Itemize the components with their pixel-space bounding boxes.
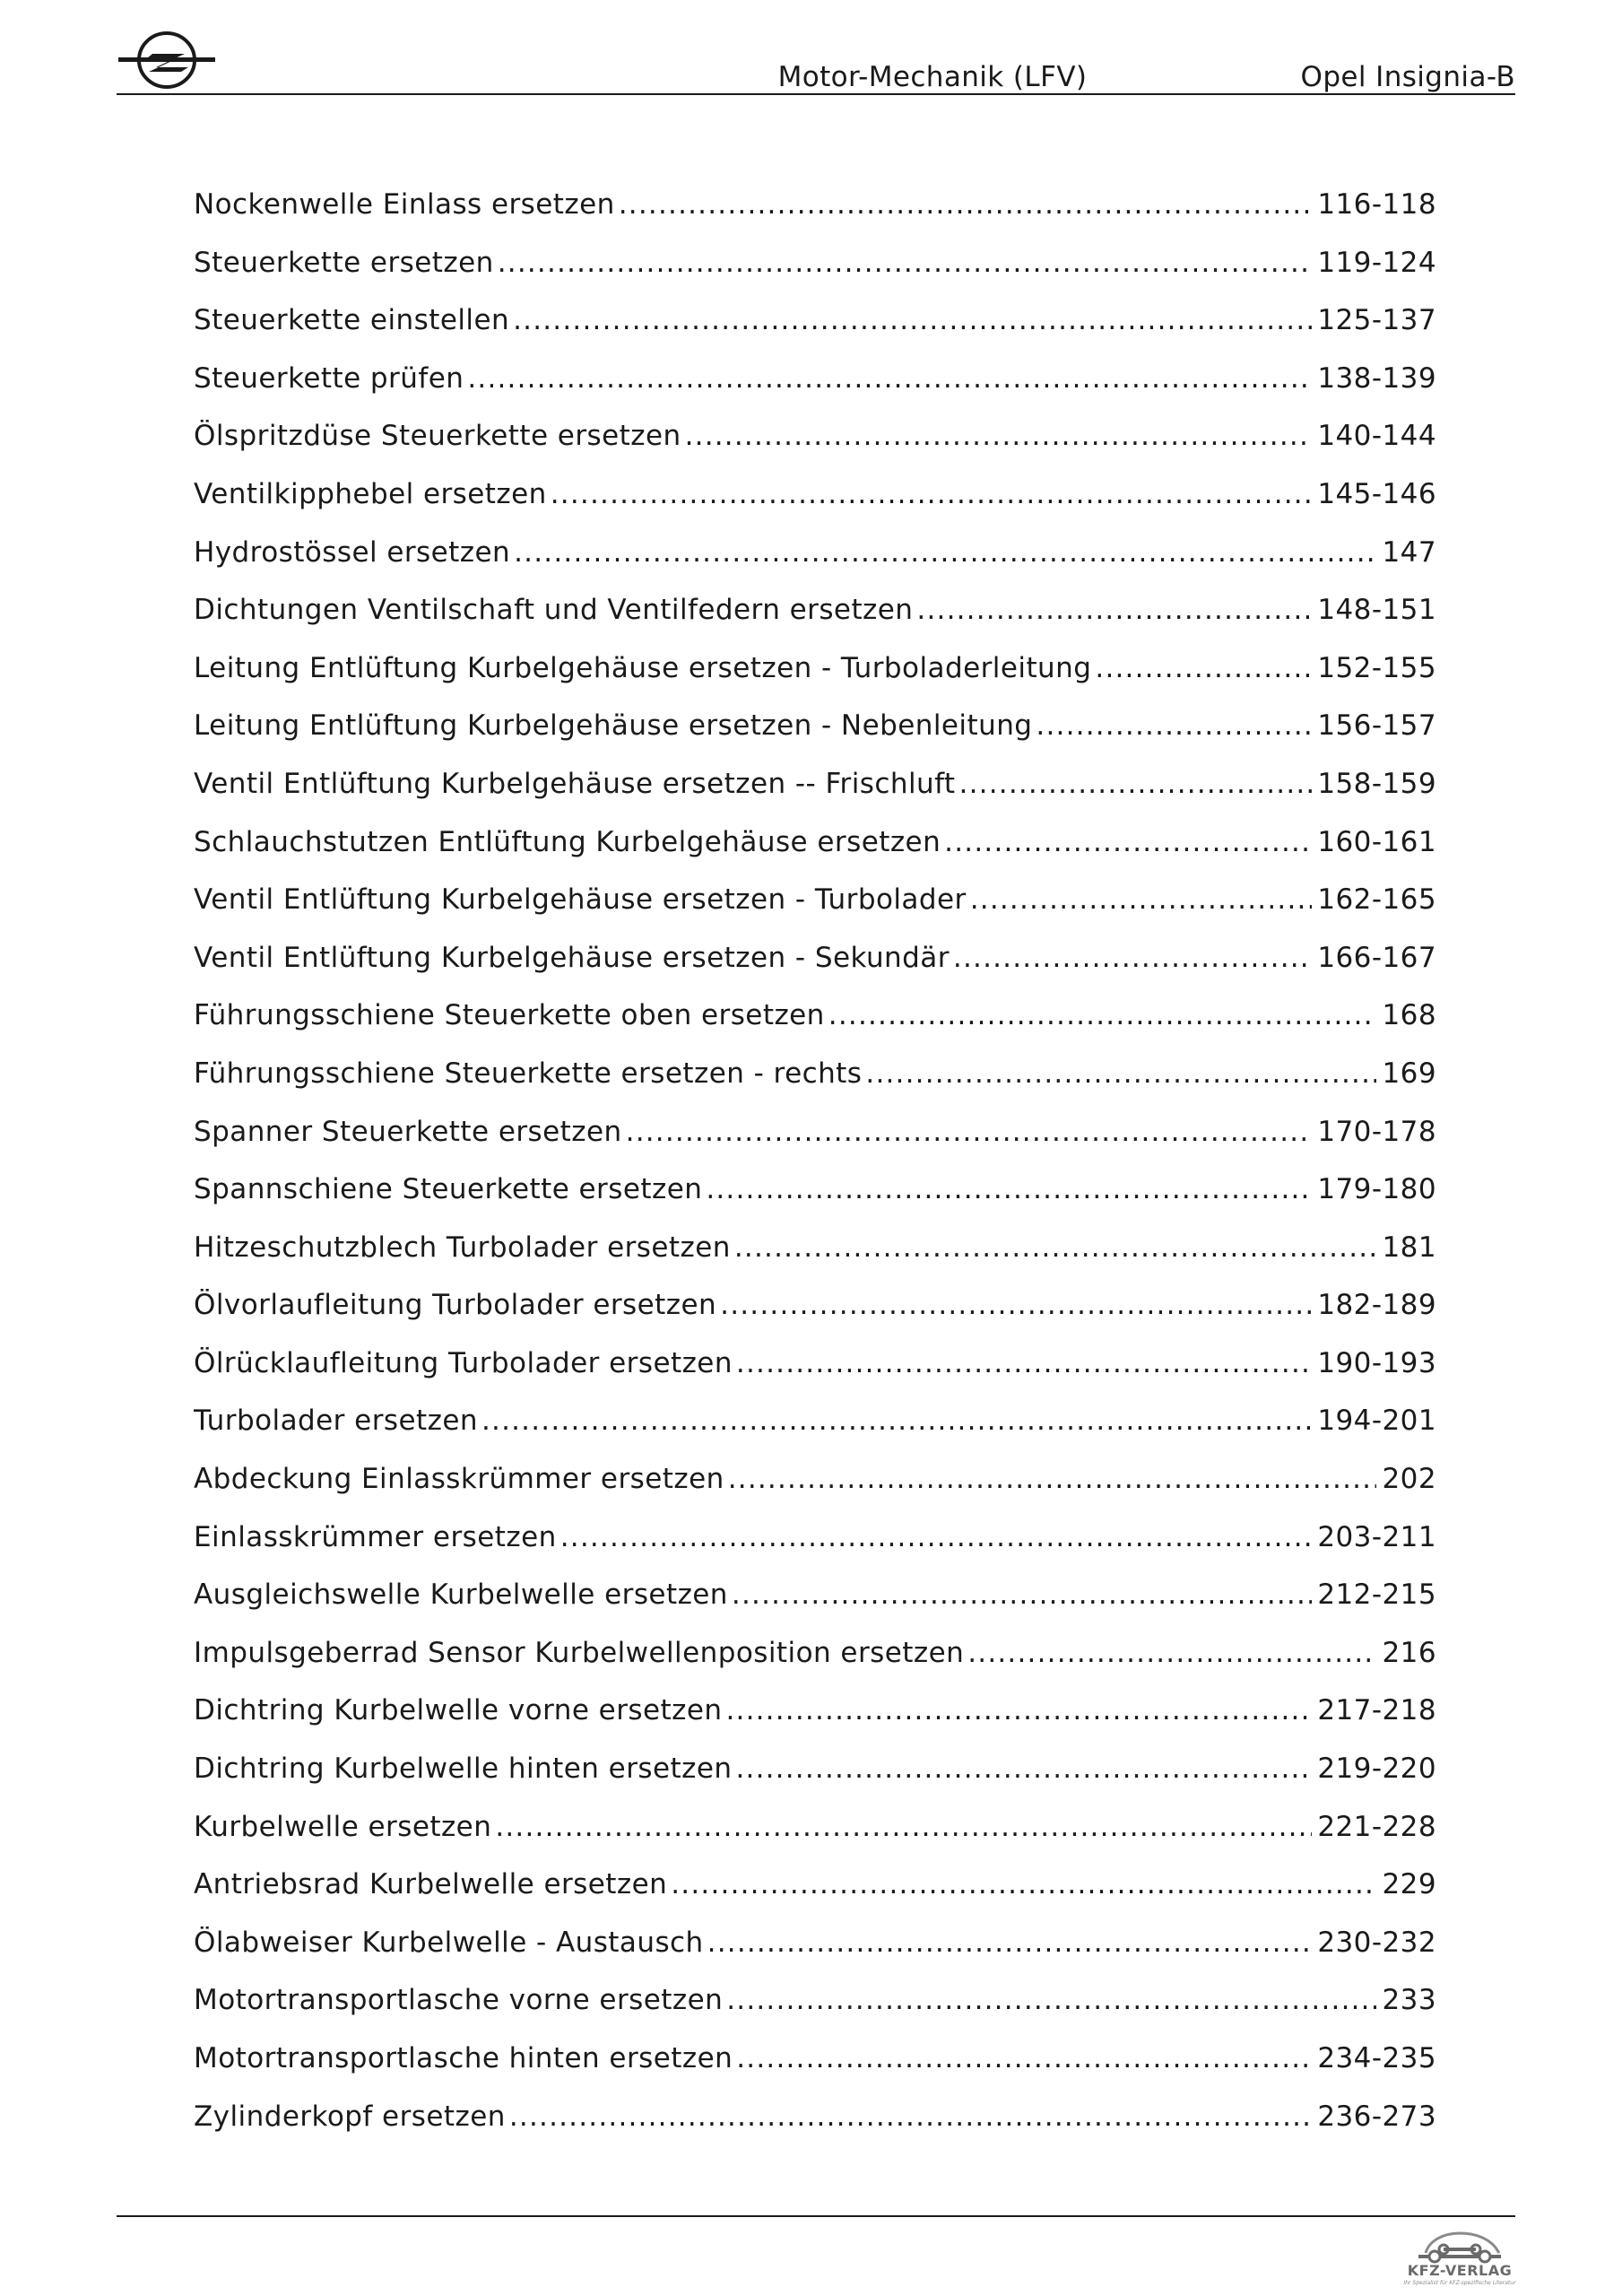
toc-entry-pages: 203-211 — [1317, 1520, 1436, 1553]
toc-entry — [194, 188, 1436, 247]
toc-entry — [194, 1811, 1436, 1869]
toc-entry — [194, 1521, 1436, 1579]
toc-entry — [194, 2100, 1436, 2159]
footer-logo-text: KFZ-VERLAG — [1407, 2262, 1513, 2279]
table-of-contents — [194, 188, 1436, 2158]
toc-entry — [194, 1752, 1436, 1811]
toc-entry — [194, 1984, 1436, 2042]
toc-entry-title: Ölvorlaufleitung Turbolader ersetzen — [194, 1289, 720, 1321]
toc-dot-leader — [828, 999, 1377, 1031]
toc-entry-pages: 221-228 — [1317, 1810, 1436, 1843]
toc-dot-leader — [720, 1289, 1312, 1321]
toc-entry — [194, 883, 1436, 942]
toc-entry — [194, 594, 1436, 652]
toc-entry-title: Leitung Entlüftung Kurbelgehäuse ersetzen - Nebenleitung — [194, 709, 1036, 742]
toc-entry — [194, 2042, 1436, 2100]
toc-entry-title: Dichtring Kurbelwelle vorne ersetzen — [194, 1694, 725, 1726]
toc-entry-title: Kurbelwelle ersetzen — [194, 1811, 495, 1843]
toc-entry-title: Impulsgeberrad Sensor Kurbelwellenposition ersetzen — [194, 1637, 967, 1669]
toc-dot-leader — [467, 362, 1312, 395]
kfz-verlag-logo — [1399, 2222, 1521, 2291]
toc-entry — [194, 1289, 1436, 1347]
page-header — [117, 27, 1515, 95]
toc-entry-title: Schlauchstutzen Entlüftung Kurbelgehäuse ersetzen — [194, 826, 944, 858]
toc-entry-title: Hitzeschutzblech Turbolader ersetzen — [194, 1231, 734, 1264]
toc-entry — [194, 304, 1436, 362]
toc-entry-pages: 138-139 — [1317, 361, 1436, 395]
toc-entry-pages: 160-161 — [1317, 825, 1436, 858]
toc-dot-leader — [551, 478, 1313, 510]
toc-entry — [194, 1694, 1436, 1752]
toc-entry — [194, 768, 1436, 826]
toc-dot-leader — [736, 1347, 1312, 1379]
toc-entry — [194, 1637, 1436, 1695]
toc-entry-title: Leitung Entlüftung Kurbelgehäuse ersetzen - Turboladerleitung — [194, 652, 1095, 684]
toc-dot-leader — [944, 826, 1312, 858]
toc-entry-title: Ölspritzdüse Steuerkette ersetzen — [194, 420, 685, 452]
toc-entry-title: Nockenwelle Einlass ersetzen — [194, 188, 619, 221]
toc-entry-pages: 194-201 — [1317, 1405, 1436, 1438]
toc-entry-title: Motortransportlasche vorne ersetzen — [194, 1984, 726, 2016]
toc-entry-pages: 162-165 — [1317, 883, 1436, 917]
toc-entry — [194, 1057, 1436, 1116]
toc-dot-leader — [953, 942, 1312, 974]
toc-entry-pages: 170-178 — [1317, 1115, 1436, 1148]
toc-entry-title: Steuerkette einstellen — [194, 304, 513, 336]
toc-dot-leader — [725, 1694, 1312, 1726]
toc-entry — [194, 652, 1436, 710]
toc-entry-pages: 217-218 — [1317, 1694, 1436, 1727]
header-title: Motor-Mechanik (LFV) — [777, 61, 1088, 93]
toc-dot-leader — [735, 1752, 1312, 1785]
toc-entry-title: Dichtring Kurbelwelle hinten ersetzen — [194, 1752, 735, 1785]
toc-entry-pages: 156-157 — [1317, 709, 1436, 743]
header-divider — [117, 93, 1515, 95]
toc-entry-pages: 140-144 — [1317, 420, 1436, 453]
toc-entry — [194, 1578, 1436, 1637]
toc-entry-title: Einlasskrümmer ersetzen — [194, 1521, 560, 1553]
toc-entry-pages: 202 — [1382, 1463, 1436, 1496]
toc-entry-pages: 229 — [1382, 1868, 1436, 1901]
toc-dot-leader — [734, 1231, 1377, 1264]
toc-entry-pages: 158-159 — [1317, 767, 1436, 800]
toc-entry-title: Motortransportlasche hinten ersetzen — [194, 2042, 736, 2074]
toc-entry-title: Dichtungen Ventilschaft und Ventilfedern ersetzen — [194, 594, 916, 626]
toc-dot-leader — [732, 1578, 1312, 1611]
toc-entry-pages: 145-146 — [1317, 477, 1436, 510]
toc-dot-leader — [1095, 652, 1312, 684]
toc-dot-leader — [685, 420, 1313, 452]
toc-entry — [194, 999, 1436, 1057]
toc-dot-leader — [495, 1811, 1312, 1843]
toc-dot-leader — [498, 247, 1313, 279]
toc-entry — [194, 1868, 1436, 1926]
toc-entry-title: Ventil Entlüftung Kurbelgehäuse ersetzen - Turbolader — [194, 883, 970, 916]
toc-dot-leader — [707, 1926, 1313, 1959]
toc-entry-pages: 182-189 — [1317, 1289, 1436, 1322]
toc-entry-title: Führungsschiene Steuerkette ersetzen - rechts — [194, 1057, 865, 1090]
car-wrench-icon — [1399, 2222, 1521, 2264]
toc-dot-leader — [967, 1637, 1376, 1669]
footer-logo-subtext: Ihr Spezialist für KFZ-spezifische Literatur — [1403, 2280, 1516, 2286]
toc-dot-leader — [736, 2042, 1312, 2074]
footer-divider — [117, 2215, 1515, 2217]
toc-dot-leader — [626, 1116, 1313, 1148]
toc-entry-pages: 181 — [1382, 1231, 1436, 1264]
toc-entry — [194, 420, 1436, 478]
toc-entry-title: Führungsschiene Steuerkette oben ersetzen — [194, 999, 828, 1031]
toc-entry-title: Steuerkette prüfen — [194, 362, 467, 395]
toc-entry — [194, 1463, 1436, 1521]
toc-entry-pages: 233 — [1382, 1984, 1436, 2017]
toc-entry-title: Spannschiene Steuerkette ersetzen — [194, 1173, 706, 1205]
toc-entry-pages: 169 — [1382, 1057, 1436, 1090]
toc-dot-leader — [726, 1984, 1376, 2016]
toc-entry-title: Ventil Entlüftung Kurbelgehäuse ersetzen - Sekundär — [194, 942, 953, 974]
toc-dot-leader — [619, 188, 1313, 221]
toc-entry-pages: 219-220 — [1317, 1752, 1436, 1786]
toc-entry-pages: 148-151 — [1317, 594, 1436, 627]
toc-dot-leader — [560, 1521, 1313, 1553]
toc-entry-pages: 119-124 — [1317, 246, 1436, 279]
toc-entry-title: Ölrücklaufleitung Turbolader ersetzen — [194, 1347, 736, 1379]
toc-entry — [194, 826, 1436, 884]
toc-entry-pages: 216 — [1382, 1636, 1436, 1669]
toc-dot-leader — [481, 1405, 1312, 1437]
toc-entry-pages: 212-215 — [1317, 1578, 1436, 1612]
toc-entry — [194, 1231, 1436, 1290]
toc-entry-title: Ventilkipphebel ersetzen — [194, 478, 551, 510]
toc-dot-leader — [671, 1868, 1376, 1900]
toc-entry-pages: 168 — [1382, 999, 1436, 1032]
toc-entry — [194, 942, 1436, 1000]
toc-entry-title: Ölabweiser Kurbelwelle - Austausch — [194, 1926, 707, 1959]
toc-entry-title: Abdeckung Einlasskrümmer ersetzen — [194, 1463, 728, 1495]
toc-entry-pages: 190-193 — [1317, 1346, 1436, 1379]
toc-entry — [194, 709, 1436, 768]
toc-entry-title: Zylinderkopf ersetzen — [194, 2100, 509, 2133]
toc-entry — [194, 478, 1436, 536]
toc-entry-title: Turbolader ersetzen — [194, 1405, 481, 1437]
toc-entry-pages: 116-118 — [1317, 188, 1436, 221]
toc-entry — [194, 1926, 1436, 1985]
toc-dot-leader — [706, 1173, 1312, 1205]
toc-entry-pages: 166-167 — [1317, 941, 1436, 974]
toc-entry-pages: 179-180 — [1317, 1173, 1436, 1206]
toc-entry — [194, 1116, 1436, 1174]
toc-entry — [194, 362, 1436, 421]
toc-dot-leader — [959, 768, 1313, 800]
toc-entry-title: Ventil Entlüftung Kurbelgehäuse ersetzen -- Frischluft — [194, 768, 959, 800]
toc-entry — [194, 247, 1436, 305]
toc-entry — [194, 1173, 1436, 1231]
toc-entry — [194, 1347, 1436, 1405]
toc-entry-pages: 125-137 — [1317, 304, 1436, 337]
toc-entry-pages: 147 — [1382, 535, 1436, 569]
header-model: Opel Insignia-B — [1300, 61, 1515, 93]
toc-dot-leader — [514, 536, 1376, 569]
toc-entry-title: Ausgleichswelle Kurbelwelle ersetzen — [194, 1578, 732, 1611]
toc-dot-leader — [865, 1057, 1376, 1090]
toc-entry-pages: 152-155 — [1317, 651, 1436, 684]
toc-dot-leader — [509, 2100, 1312, 2133]
toc-dot-leader — [916, 594, 1312, 626]
toc-entry — [194, 1405, 1436, 1463]
toc-dot-leader — [970, 883, 1313, 916]
toc-entry-title: Spanner Steuerkette ersetzen — [194, 1116, 626, 1148]
toc-dot-leader — [513, 304, 1312, 336]
toc-dot-leader — [1036, 709, 1312, 742]
opel-logo-icon — [117, 27, 217, 91]
toc-entry-pages: 234-235 — [1317, 2042, 1436, 2074]
toc-entry-title: Steuerkette ersetzen — [194, 247, 498, 279]
toc-entry-title: Hydrostössel ersetzen — [194, 536, 514, 569]
toc-entry-pages: 236-273 — [1317, 2100, 1436, 2133]
toc-entry-title: Antriebsrad Kurbelwelle ersetzen — [194, 1868, 671, 1900]
toc-entry — [194, 536, 1436, 595]
toc-dot-leader — [728, 1463, 1377, 1495]
toc-entry-pages: 230-232 — [1317, 1926, 1436, 1959]
